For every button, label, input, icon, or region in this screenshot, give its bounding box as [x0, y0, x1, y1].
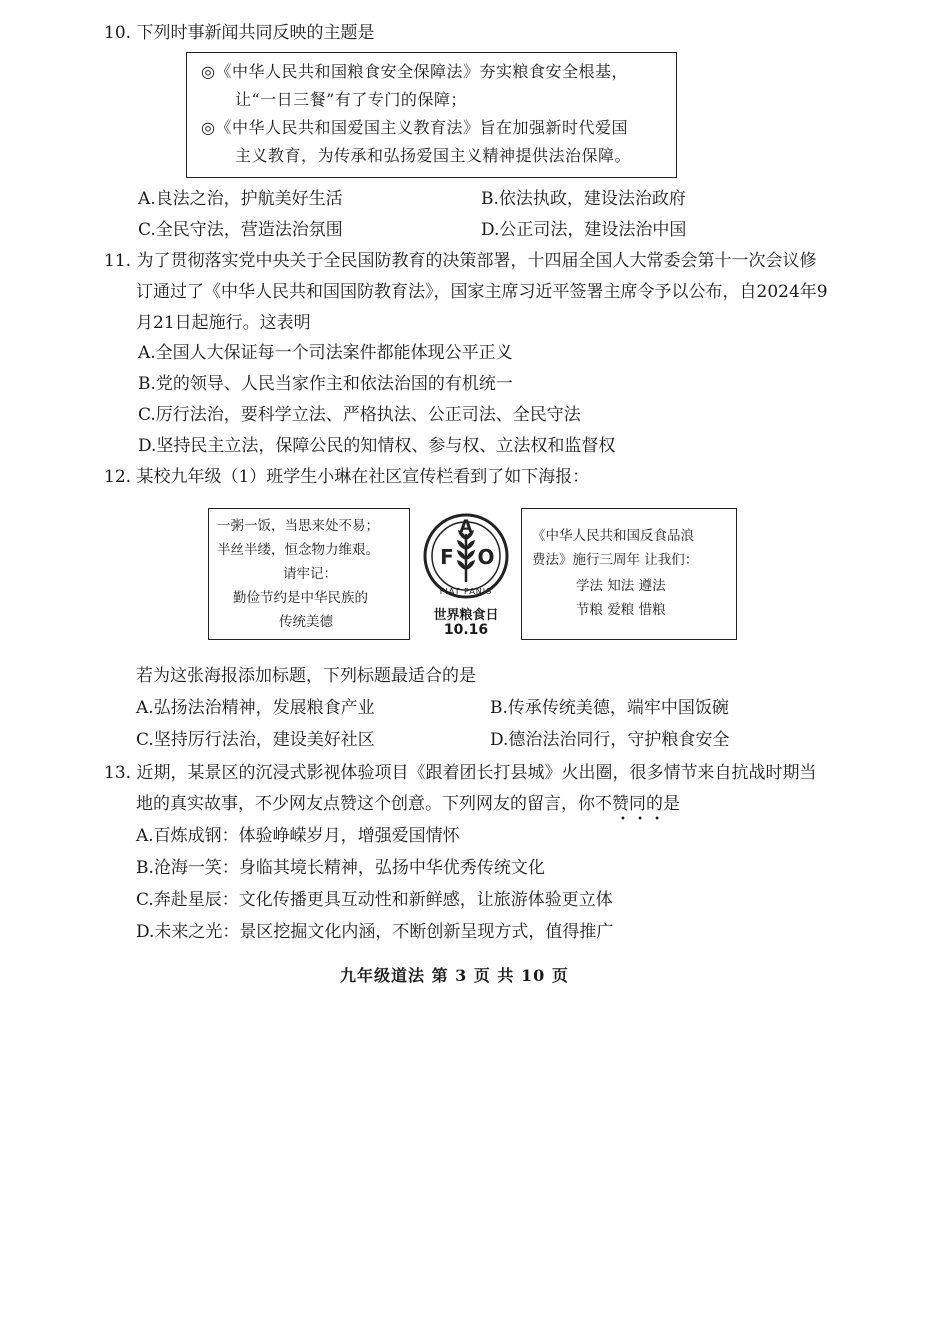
q10-news-line-1: ◎《中华人民共和国粮食安全保障法》夯实粮食安全根基， — [201, 62, 628, 81]
q13-option-c: C.奔赴星辰：文化传播更具互动性和新鲜感，让旅游体验更立体 — [136, 890, 613, 910]
q10-option-b: B.依法执政，建设法治政府 — [481, 189, 686, 209]
poster-left-line-3: 请牢记： — [283, 566, 337, 582]
fao-logo-icon — [418, 508, 514, 608]
q12-option-c: C.坚持厉行法治，建设美好社区 — [136, 730, 375, 750]
fao-letter-o: O — [477, 545, 495, 569]
poster-center — [418, 508, 514, 642]
world-food-day-title: 世界粮食日 — [433, 608, 499, 623]
q11-option-c: C.厉行法治，要科学立法、严格执法、公正司法、全民守法 — [138, 405, 581, 425]
poster-left-panel — [208, 508, 410, 640]
poster-right-line-4: 节粮 爱粮 惜粮 — [576, 602, 666, 618]
poster-right-line-2: 费法》施行三周年 让我们： — [532, 552, 699, 568]
poster-left-line-1: 一粥一饭，当思来处不易； — [217, 518, 379, 534]
q13-option-a: A.百炼成钢：体验峥嵘岁月，增强爱国情怀 — [136, 826, 460, 846]
q10-news-line-4: 主义教育，为传承和弘扬爱国主义精神提供法治保障。 — [235, 146, 632, 165]
poster-right-panel — [521, 508, 737, 640]
q13-stem-line-2: 地的真实故事，不少网友点赞这个创意。下列网友的留言，你不赞同的是 — [136, 794, 680, 814]
q12-option-d: D.德治法治同行，守护粮食安全 — [490, 730, 730, 750]
q12-option-b: B.传承传统美德，端牢中国饭碗 — [490, 698, 729, 718]
fao-letter-a: A — [459, 517, 473, 537]
page-footer: 九年级道法 第 3 页 共 10 页 — [340, 966, 569, 985]
q12-stem: 12. 某校九年级（1）班学生小琳在社区宣传栏看到了如下海报： — [104, 467, 590, 487]
q11-stem-line-2: 订通过了《中华人民共和国国防教育法》，国家主席习近平签署主席令予以公布，自2024年9 — [136, 282, 828, 302]
q10-option-a: A.良法之治，护航美好生活 — [138, 189, 343, 209]
q11-stem-line-3: 月21日起施行。这表明 — [136, 313, 311, 333]
fao-letter-f: F — [440, 545, 454, 569]
q13-stem-line-1: 13. 近期，某景区的沉浸式影视体验项目《跟着团长打县城》火出圈，很多情节来自抗战时期当 — [104, 763, 817, 783]
q10-option-d: D.公正司法，建设法治中国 — [481, 220, 687, 240]
q13-option-b: B.沧海一笑：身临其境长精神，弘扬中华优秀传统文化 — [136, 858, 545, 878]
poster-right-line-3: 学法 知法 遵法 — [576, 578, 666, 594]
q11-option-d: D.坚持民主立法，保障公民的知情权、参与权、立法权和监督权 — [138, 436, 616, 456]
q10-news-line-2: 让“一日三餐”有了专门的保障； — [235, 90, 467, 109]
q10-news-box — [186, 52, 677, 178]
q13-option-d: D.未来之光：景区挖掘文化内涵，不断创新呈现方式，值得推广 — [136, 922, 614, 942]
q10-news-line-3: ◎《中华人民共和国爱国主义教育法》旨在加强新时代爱国 — [201, 118, 628, 137]
world-food-day-date: 10.16 — [443, 622, 489, 638]
q11-option-a: A.全国人大保证每一个司法案件都能体现公平正义 — [138, 343, 513, 363]
poster-left-line-5: 传统美德 — [279, 614, 333, 630]
q10-stem: 10. 下列时事新闻共同反映的主题是 — [104, 23, 375, 43]
q12-question: 若为这张海报添加标题，下列标题最适合的是 — [136, 666, 476, 686]
q10-option-c: C.全民守法，营造法治氛围 — [138, 220, 343, 240]
fao-motto: FIAT PANIS — [439, 587, 493, 596]
emphasis-dots: • • • — [620, 814, 665, 825]
poster-left-line-4: 勤俭节约是中华民族的 — [233, 590, 368, 606]
poster-right-line-1: 《中华人民共和国反食品浪 — [532, 528, 694, 544]
q11-stem-line-1: 11. 为了贯彻落实党中央关于全民国防教育的决策部署，十四届全国人大常委会第十一次会议修 — [104, 251, 817, 271]
q11-option-b: B.党的领导、人民当家作主和依法治国的有机统一 — [138, 374, 513, 394]
q12-option-a: A.弘扬法治精神，发展粮食产业 — [136, 698, 375, 718]
poster-left-line-2: 半丝半缕，恒念物力维艰。 — [217, 542, 379, 558]
